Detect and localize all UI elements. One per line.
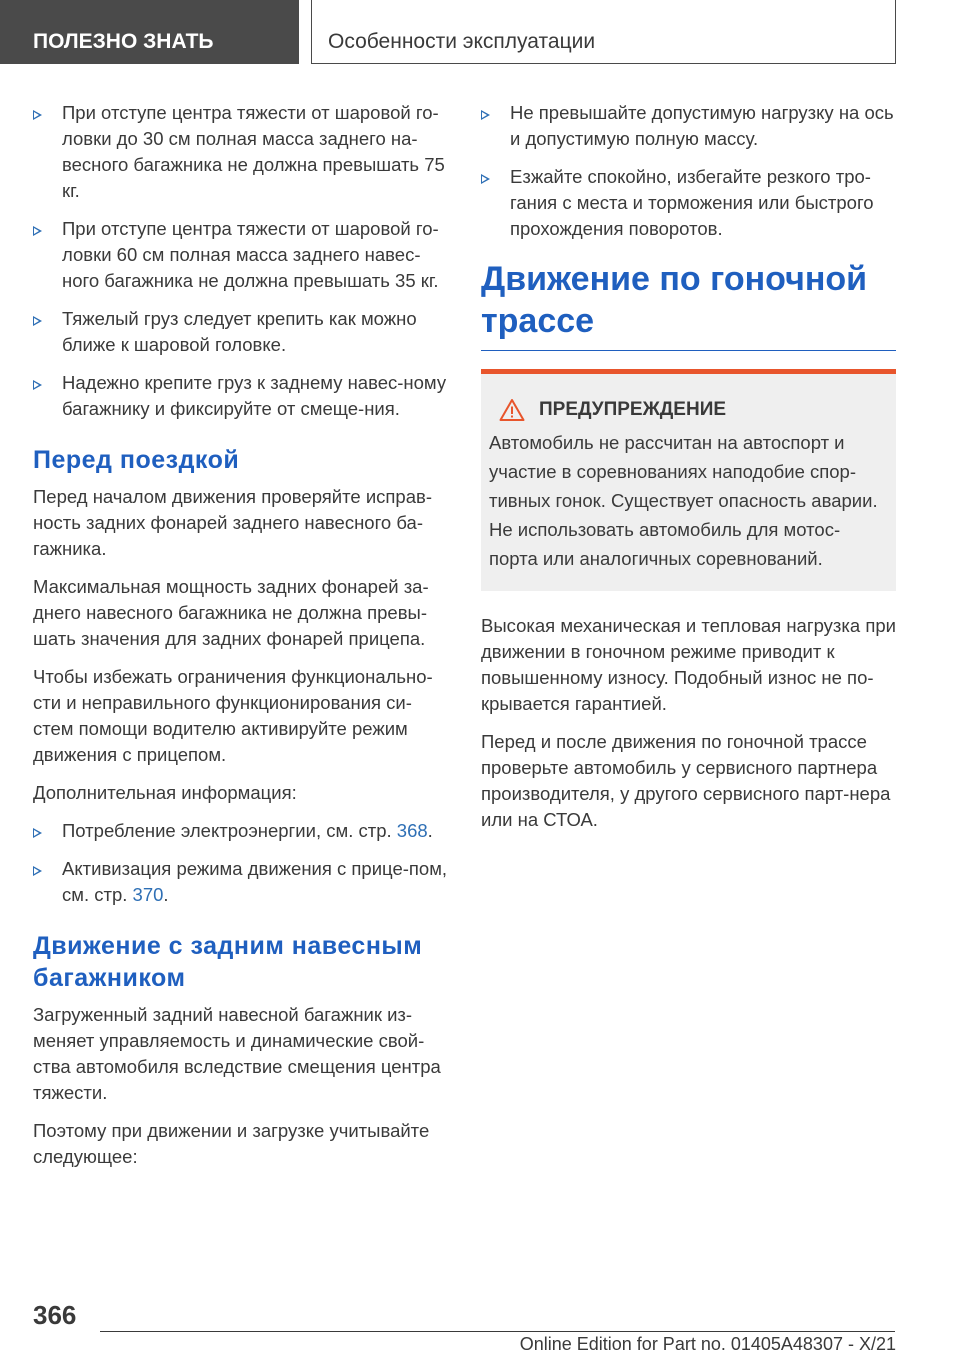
warning-header	[489, 398, 886, 422]
bullet-triangle-icon	[33, 316, 42, 326]
bullet-triangle-icon	[33, 380, 42, 390]
edition-footer: Online Edition for Part no. 01405A48307 - X/21	[519, 1334, 896, 1354]
paragraph: Максимальная мощность задних фонарей за-днего навесного багажника не должна превы-шать значения для задних фонарей прицепа.	[33, 576, 429, 649]
bullet-triangle-icon	[33, 828, 42, 838]
paragraph: Перед и после движения по гоночной трассе проверьте автомобиль у сервисного партнера производителя, у другого сервисного парт-нера или на СТОА.	[481, 731, 891, 830]
list-item: Тяжелый груз следует крепить как можно ближе к шаровой головке.	[33, 306, 451, 358]
paragraph: Перед началом движения проверяйте исправ-ность задних фонарей заднего навесного ба-гажника.	[33, 486, 432, 559]
list-item: Езжайте спокойно, избегайте резкого тро-гания с места и торможения или быстрого прохождения поворотов.	[481, 164, 896, 242]
list-item: Надежно крепите груз к заднему навес-ному багажнику и фиксируйте от смеще-ния.	[33, 370, 451, 422]
paragraph: Дополнительная информация:	[33, 782, 297, 803]
chapter-title: Особенности эксплуатации	[311, 0, 896, 64]
list-item: Потребление электроэнергии, см. стр. 368.	[33, 818, 451, 844]
paragraph: Высокая механическая и тепловая нагрузка при движении в гоночном режиме приводит к повышенному износу. Подобный износ не по-крывается гарантией.	[481, 615, 896, 714]
paragraph: Чтобы избежать ограничения функционально-сти и неправильного функционирования си-стем помощи водителю активируйте режим движения с прицепом.	[33, 666, 433, 765]
warning-text: Автомобиль не рассчитан на автоспорт и участие в соревнованиях наподобие спор-тивных гонок. Существует опасность аварии. Не использовать автомобиль для мотос-порта или аналогичных соревнований.	[489, 432, 878, 569]
page-link-368[interactable]: 368	[396, 820, 428, 841]
warning-triangle-icon	[499, 398, 525, 422]
bullet-triangle-icon	[481, 174, 490, 184]
paragraph: Поэтому при движении и загрузке учитывайте следующее:	[33, 1120, 430, 1167]
list-item: При отступе центра тяжести от шаровой го-ловки до 30 см полная масса заднего на-весного багажника не должна превышать 75 кг.	[33, 100, 451, 204]
bullet-triangle-icon	[33, 226, 42, 236]
heading-race-track: Движение по гоночной трассе	[481, 258, 896, 351]
list-item: При отступе центра тяжести от шаровой го-ловки 60 см полная масса заднего навес-ного багажника не должна превышать 35 кг.	[33, 216, 451, 294]
list-item: Не превышайте допустимую нагрузку на ось и допустимую полную массу.	[481, 100, 896, 152]
bullet-triangle-icon	[33, 866, 42, 876]
references-list	[33, 818, 451, 908]
right-column	[481, 100, 896, 845]
footer-divider	[100, 1331, 895, 1332]
left-column	[33, 100, 451, 1182]
load-rules-list	[33, 100, 451, 422]
heading-before-trip: Перед поездкой	[33, 446, 240, 474]
list-item: Активизация режима движения с прице-пом, см. стр. 370.	[33, 856, 451, 908]
section-tab: ПОЛЕЗНО ЗНАТЬ	[0, 0, 299, 64]
bullet-triangle-icon	[481, 110, 490, 120]
warning-box	[481, 369, 896, 591]
heading-rear-carrier: Движение с задним навесным багажником	[33, 932, 423, 992]
page-number: 366	[33, 1300, 77, 1330]
driving-rules-list	[481, 100, 896, 242]
page-link-370[interactable]: 370	[132, 884, 164, 905]
bullet-triangle-icon	[33, 110, 42, 120]
warning-title: ПРЕДУПРЕЖДЕНИЕ	[539, 399, 727, 420]
paragraph: Загруженный задний навесной багажник из-меняет управляемость и динамические свой-ства автомобиля вследствие смещения центра тяжести.	[33, 1004, 441, 1103]
